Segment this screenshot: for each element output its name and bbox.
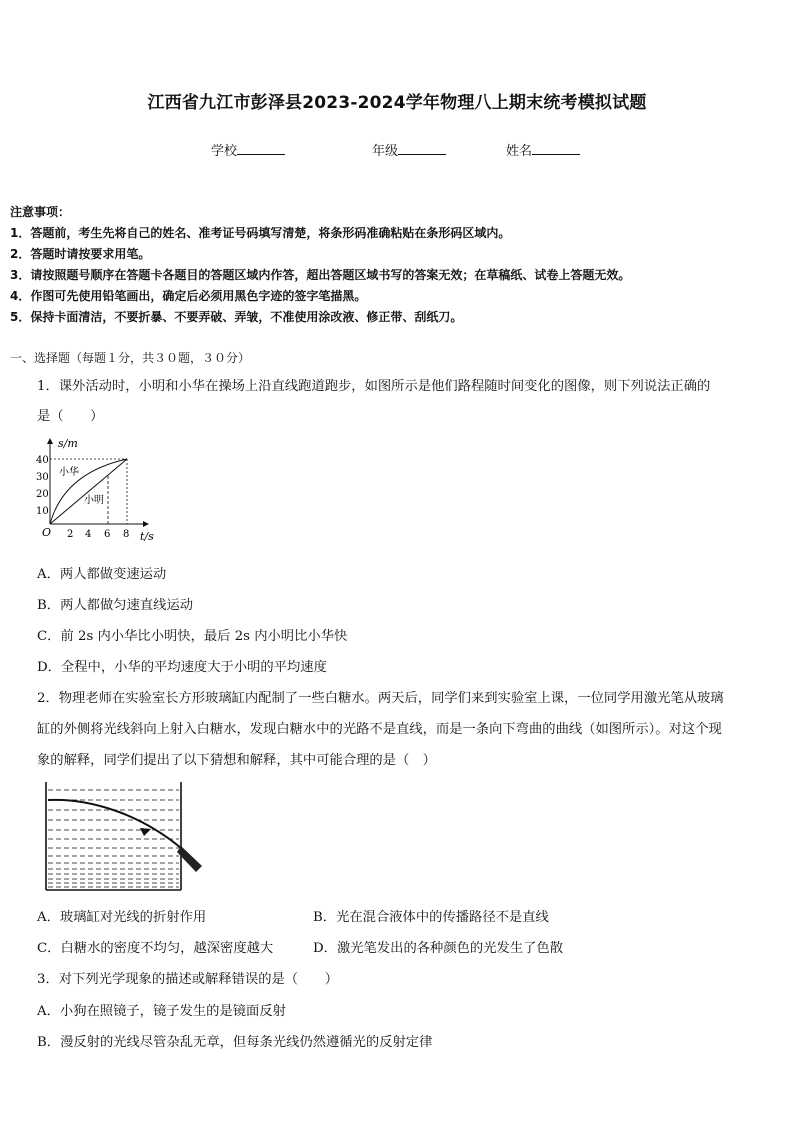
notice-item: 1．答题前，考生先将自己的姓名、准考证号码填写清楚，将条形码准确粘贴在条形码区域内。 [10, 226, 511, 240]
name-label: 姓名 [506, 144, 533, 159]
x-tick-label: 4 [85, 529, 92, 540]
light-direction-arrow [140, 828, 151, 836]
sugar-water-layers [48, 790, 179, 887]
q2-option-d: D．激光笔发出的各种颜色的光发生了色散 [313, 941, 564, 956]
grade-label: 年级 [372, 144, 399, 159]
notice-item: 3．请按照题号顺序在答题卡各题目的答题区域内作答，超出答题区域书写的答案无效；在草稿纸、试卷上答题无效。 [10, 268, 631, 282]
y-tick-label: 30 [36, 472, 49, 483]
q2-option-a: A．玻璃缸对光线的折射作用 [37, 910, 207, 925]
school-label: 学校 [211, 144, 238, 159]
q1-st-graph [34, 433, 164, 545]
q2-stem-line2: 缸的外侧将光线斜向上射入白糖水，发现白糖水中的光路不是直线，而是一条向下弯曲的曲线（如图所示）。对这个现 [37, 722, 722, 737]
y-axis-label: s/m [58, 437, 78, 450]
xiaoming-label: 小明 [84, 495, 104, 506]
notice-heading: 注意事项： [10, 205, 71, 219]
section-heading: 一、选择题（每题１分，共３０题，３０分） [10, 351, 251, 365]
notice-item: 2．答题时请按要求用笔。 [10, 247, 151, 261]
x-tick-label: 6 [104, 529, 111, 540]
grade-field [372, 140, 446, 159]
y-tick-label: 10 [36, 506, 49, 517]
q2-option-c: C．白糖水的密度不均匀，越深密度越大 [37, 941, 274, 956]
q1-option-c: C．前 2s 内小华比小明快，最后 2s 内小明比小华快 [37, 629, 348, 644]
q1-stem-line1: 1．课外活动时，小明和小华在操场上沿直线跑道跑步，如图所示是他们路程随时间变化的图像，则下列说法正确的 [37, 379, 711, 394]
x-axis-label: t/s [140, 530, 154, 543]
y-tick-label: 20 [36, 489, 49, 500]
q1-option-b: B．两人都做匀速直线运动 [37, 598, 194, 613]
curved-light-path [48, 800, 181, 848]
q2-stem-line3: 象的解释，同学们提出了以下猜想和解释，其中可能合理的是（ ） [37, 753, 436, 768]
xiaohua-label: 小华 [59, 467, 79, 478]
page-title: 江西省九江市彭泽县2023-2024学年物理八上期末统考模拟试题 [147, 93, 647, 113]
name-blank [532, 142, 580, 155]
q3-option-b: B．漫反射的光线尽管杂乱无章，但每条光线仍然遵循光的反射定律 [37, 1035, 433, 1050]
q1-stem-line2: 是（ ） [37, 409, 104, 424]
q1-option-a: A．两人都做变速运动 [37, 567, 167, 582]
q2-option-b: B．光在混合液体中的传播路径不是直线 [313, 910, 549, 925]
q3-stem: 3．对下列光学现象的描述或解释错误的是（ ） [37, 972, 338, 987]
school-blank [237, 142, 285, 155]
x-tick-label: 2 [67, 529, 74, 540]
origin-label: O [42, 526, 52, 539]
school-field [211, 140, 285, 159]
y-tick-label: 40 [36, 455, 49, 466]
grade-blank [398, 142, 446, 155]
notice-item: 5．保持卡面清洁，不要折暴、不要弄破、弄皱，不准使用涂改液、修正带、刮纸刀。 [10, 310, 463, 324]
x-tick-label: 8 [123, 529, 130, 540]
q1-option-d: D．全程中，小华的平均速度大于小明的平均速度 [37, 660, 327, 675]
q3-option-a: A．小狗在照镜子，镜子发生的是镜面反射 [37, 1004, 286, 1019]
name-field [506, 140, 580, 159]
q2-tank-diagram [40, 776, 212, 896]
notice-item: 4．作图可先使用铅笔画出，确定后必须用黑色字迹的签字笔描黑。 [10, 289, 367, 303]
q2-stem-line1: 2．物理老师在实验室长方形玻璃缸内配制了一些白糖水。两天后，同学们来到实验室上课，一位同学用激光笔从玻璃 [37, 691, 724, 706]
